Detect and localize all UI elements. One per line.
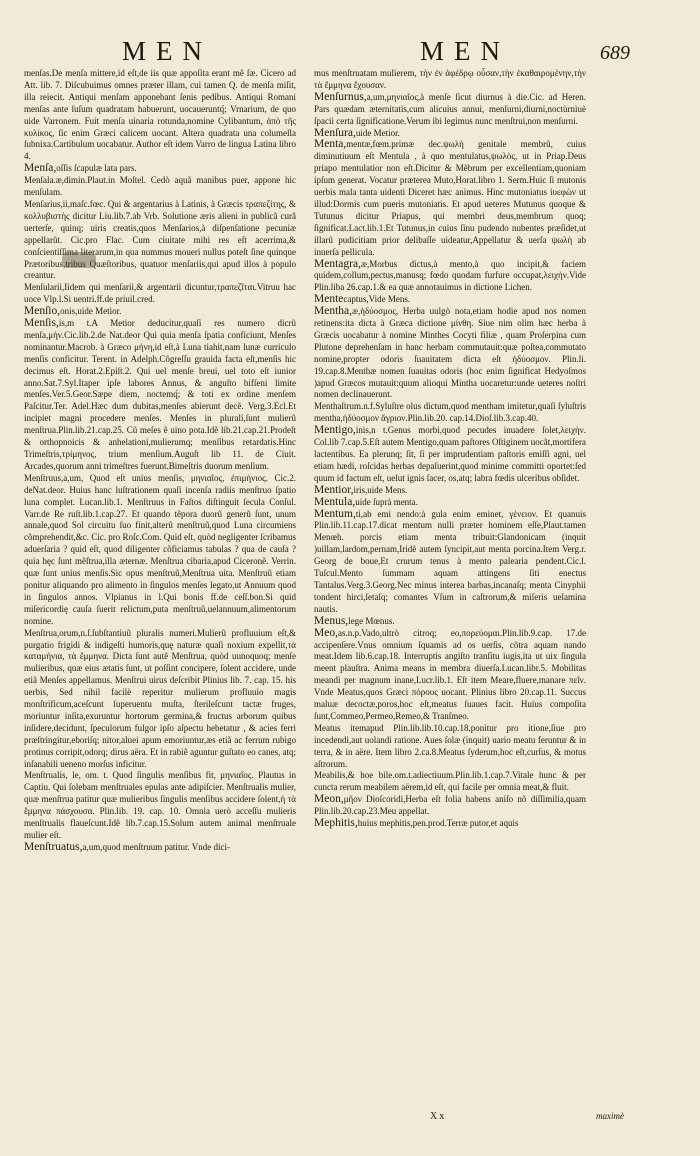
entry-text: mus menſtruatam mulierem, τὴν ἐν ἀφέδρῳ οὖσαν,τὴν ἐκαθαιρομένην,τὴν τὰ ἔμμηνα ἔχουσαν. xyxy=(314,68,586,90)
running-head-right: MEN xyxy=(420,36,510,66)
entry-text: Menthaſtrum.n.f.Syluſtre olus dictum,quod mentham imitetur,quaſi ſyluſtris mentha,ἡδύοσμον ἄγριον.Plin.lib.20. cap.14.Dioſ.lib.3.cap.40. xyxy=(314,401,586,424)
dictionary-entry xyxy=(314,509,586,616)
dictionary-entry xyxy=(24,318,296,473)
running-head-left: MEN xyxy=(122,36,212,66)
entry-headword: Mephitis, xyxy=(314,817,358,830)
entry-headword: Menſurnus, xyxy=(314,90,367,103)
entry-text: μῆον Dioſcoridi,Herba eſt folia habens aniſo nõ diſſimilia,quam Plin.lib.20.cap.23.Meu appellat. xyxy=(314,794,586,817)
entry-text: Menſtruus,a,um, Quod eſt unius menſis, μηνιαῖος, ἐπιμήνιος. Cic.2. deNat.deor. Huius hanc luſtrationem quaſi incenſa radiis menſtruo ſpatio luna complet. Lucan.lib.1. Menſtruus in Faſtos diſtinguit ſecula Conſul. Varr.de Re ruſt.lib.1.cap.27. Et quando tẽpora duorũ generũ ſunt, unum annale,quod Sol circuitu ſuo finit,alterũ menſtruũ,quod Luna circumiens cõmprehendit,&c. Cic. pro Roſc.Com. Quid eſt, quòd negligenter ſcribamus aduerſaria ? quid eſt, quod diligenter cõficiamus tabulas ? qua de cauſa ? quia hęc ſunt mẽſtrua,illa æternæ. Menſtrua cibaria,apud Ciceronẽ. Verrin. quæ ſunt unius menſis.Sic opus menſtruũ,Menſtrua uita. Menſtruũ etiam ponitur aliquando pro alimento in ſingulos menſes legato,ut Annuum quod in ſingulos annos. Vlpianus in l.Qui bonis ff.de ceſſ.bon.Si quid miſericordię cauſa ſuerit relictum,puta menſtruũ,uelannuum,alimentorum nomine. xyxy=(24,472,296,626)
entry-text: Menſularii,Iidem qui menſarii,& argentarii dicuntur,τραπεζῖται.Vitruu hac uoce Vlp.l.Si uentri.ff.de priuil.cred. xyxy=(24,282,296,305)
entry-headword: Mentha, xyxy=(314,305,353,318)
dictionary-entry xyxy=(24,282,296,306)
entry-text: Meabilis,& hoe bile.om.t.adiectiuum.Plin.lib.1.cap.7.Vitale hunc & per cuncta rerum meabilem aërem,id eſt, qui facile per omnia meat,& fluit. xyxy=(314,770,586,793)
entry-text: uide ſuprà menta. xyxy=(355,496,418,507)
entry-text: ti,ab emi nendo:à gula enim eminet, γένειον. Et quanuis Plin.lib.11.cap.17.dicat mentum nulli præter hominem eſſe,Plaut.tamen Menœh. porcis etiam menta tribuit:Glandonicam (inquit )uillam,lardom,pernam,Iridẽ autem ſyncipit,aut menta porcina.Item Verg.r. Georg de boue,Et crurum tenus à mento palearia pendent.Cic.l. Tuſcul.Mento ſummam aquam attingens ſiti enectus Tantalus.Verg.3.Georg.Nec minus interea barbas,incanaſq; menta Cinyphii tondent hirci,ſetaſq; comantes Vſum in caſtrorum,& miſeris uelamina nautis. xyxy=(314,508,586,614)
entry-text: æ,Morbus dictus,à mento,à quo incipit,& faciem quidem,collum,pectus,manusq; fœdo quodam furfure occupat,λειχὴν.Vide Plin.liba 26.cap.1.& ea quæ annotauimus in dictione Lichen. xyxy=(314,258,586,293)
dictionary-entry xyxy=(314,818,586,830)
entry-headword: Menus, xyxy=(314,614,349,627)
page-number: 689 xyxy=(600,42,630,64)
entry-headword: Mentagra, xyxy=(314,257,361,270)
ink-stain xyxy=(62,252,96,268)
dictionary-entry xyxy=(24,68,296,163)
dictionary-entry xyxy=(24,628,296,771)
entry-text: Menſala.æ,dimin.Plaut.in Moſtel. Cedò aquã manibus puer, appone hic menſulam. xyxy=(24,175,296,198)
entry-headword: Mentigo, xyxy=(314,424,356,437)
dictionary-entry xyxy=(314,92,586,128)
dictionary-entry xyxy=(314,259,586,295)
entry-text: is,m t.A Metior deducitur,quaſi res numero dicrũ menſa,μὴν.Cic.lib.2.de Nat.deor Qui quia menſa ſpatia conficiunt, Menſes nominantur.Macrob. à Græco μήνη,id eſt,à Luna tiahit,nam lunæ curriculo menſis conficitur. Terent. in Adelph.Cõgreſſu grauida facta eſt,menſis hic decimus eſt. Horat.2.Epiſt.2. Qui uel menſe breui, uel toto eſt iunior anno.Sat.7.Syl.Itaper ipſe labores Annus, & anguſto bifſeni limite menſes.Ver.5.Geor.Sæpe diem, noctemq́; & toti ex ordine menſem Paſcitur.Ter. Adel.Hæc dum dubitas,menſes abierunt decẽ. Verg.3.Ecl.Et incipiet magni procedere menſes. Menſes in plurali,ſunt mulierũ menſtrua.Plin.lib.21.cap.25. Cũ meſes ẽ uino pota.Idẽ lib.21.cap.21.Prodeſt & orthopnoicis & anhelationi,mulierumq; menſibus retardatis.Hinc Trimeſtris,τρίμηνος, trium menſium.Auguſt lib 11. de Ciuit. Arcades,quorum anni trimeſtres fuerunt.Bimeſtris duorum menſium. xyxy=(24,318,296,471)
dictionary-entry xyxy=(314,425,586,485)
dictionary-entry xyxy=(314,128,586,140)
right-column xyxy=(314,68,586,830)
left-column xyxy=(24,68,296,854)
page-footer xyxy=(0,1111,700,1125)
dictionary-entry xyxy=(314,306,586,401)
dictionary-entry xyxy=(314,628,586,723)
dictionary-entry xyxy=(314,770,586,794)
entry-headword: Menſio, xyxy=(24,305,61,318)
entry-text: onis,uide Metior. xyxy=(60,306,122,317)
entry-headword: Mentula, xyxy=(314,495,356,508)
dictionary-entry xyxy=(24,473,296,628)
entry-headword: Mentior, xyxy=(314,483,354,496)
entry-text: æ,ἡδύοσμος, Herba uulgò nota,etiam hodie apud nos nomen retinens:ita dicta à Græca dictione μίνθη. Siue nim olim hæc herba à Græcis uocabatur à nomine Minthes Cocyti filiæ , quam Proſerpina cum Plutone deprehenſam in hanc herbam commutauit:quæ poſtea,commutato nomine,propter odoris ſuauitatem dicta eſt ἡδύοσμον. Plin.li. 19.cap.8.Menthæ nomen ſuauitas odoris (hoc enim ſignificat Hedyoſmos )apud Græcos mutauit:quum alioqui Mintha uocaretur:unde ueteres noſtri nomen declinauerunt. xyxy=(314,306,586,400)
entry-headword: Meon, xyxy=(314,793,344,806)
dictionary-entry xyxy=(24,199,296,282)
entry-text: Menſtrualis, le, om. t. Quod ſingulis menſibus fit, μηνιαῖος. Plautus in Captiu. Qui ſolebam menſtruales epulas ante adipiſcier. Menſtrualis mulier, quæ menſtrua patitur quæ mulieribus ſingulis menſibus accidere ſolent,ἡ τὰ ἔμμηνα πάσχουσα. Plin.lib. 19. cap. 10. Omnia uerò acceſſu mulieris menſtrualis flaueſcunt.Idẽ lib.7.cap.15.Solum autem animal menſtruale mulier eſt. xyxy=(24,770,296,840)
entry-text: huius mephitis,pen.prod.Terræ putor,et aquis xyxy=(357,818,519,829)
entry-text: Menſtrua,orum,n.ſ.ſubſtantiuũ pluralis numeri.Mulierũ profluuium eſt,& purgatio frigidi & indigeſti humoris,quę naturæ quaſi noxium expellit,τὰ καταμήνια, τὰ ἔμμηνα. Dicta ſunt autẽ Menſtrua, quòd uunoquoq; menſe mulieribus, quæ eius ætatis ſunt, ut poſſint concipere, ſolent accidere, unde etiã Menſes appellamus. Menſtrui uirus deſcribit Plinius lib. 7. cap. 15. his uerbis, Sed nihil facilè reperitur mulierum profluuio magis monſtrificum,aceſcunt ſuperuentu muſta, ſterileſcunt tactæ fruges, moriuntur inſita,exuruntur hortorum germina,& fructus arborum quibus inſidere,decidunt, ſpeculorum fulgor ipſo aſpectu hebetatur , & acies ferri præſtringitur,eboriſq; nitor,aluei apum emoriuntur,æs etiã ac ferrum rubigo protinus corripit,odorq; dirus aëra. Et in rabiẽ aguntur guſtato eo canes, atq; inſanabili ueneno morſus inficitur. xyxy=(24,627,296,769)
entry-headword: Mente xyxy=(314,293,344,306)
dictionary-entry xyxy=(314,616,586,628)
entry-headword: Menſis, xyxy=(24,317,59,330)
entry-headword: Menta, xyxy=(314,138,347,151)
dictionary-entry xyxy=(24,175,296,199)
dictionary-entry xyxy=(314,723,586,771)
dictionary-entry xyxy=(24,842,296,854)
entry-headword: Mentum, xyxy=(314,507,356,520)
dictionary-entry xyxy=(314,294,586,306)
catchword: maximè xyxy=(596,1111,624,1121)
entry-text: lege Mœnus. xyxy=(348,615,395,626)
dictionary-entry xyxy=(24,306,296,318)
entry-text: uide Metior. xyxy=(355,127,400,138)
entry-headword: Meo, xyxy=(314,626,338,639)
entry-headword: Menſa, xyxy=(24,162,57,175)
dictionary-entry xyxy=(24,770,296,841)
dictionary-entry xyxy=(314,794,586,818)
entry-text: Menſarius,ii,maſc.fœc. Qui & argentarius à Latinis, à Græcis τραπεζίτης, & κολλυβιστὴς dicitur Liu.lib.7.ab Vrb. Solutione æris alieni in publicã curã uerterſe, quinq; uiris creatis,quos Menſarios,à diſpenſatione pecuniæ appellarũt. Cic.pro Flac. Cum ciuitate mihi res eſt acerrima,& conſcientiſſima literarum,in qua nummus moueri nullus poteſt ſine quinque Prætoribus,tribus Quæſtoribus, quatuor menſariis,qui apud illos à populo creantur. xyxy=(24,198,296,281)
entry-text: inis,n t.Genus morbi,quod pecudes inuadere ſolet,λειχὴν. Col.lib 7.cap.5.Eſt autem Mentigo,quam paſtores Oſtiginem uocãt,mortifera lactentibus. Ea plerunq; ſit, ſi per imprudentiam paſtoris emiſſi agni, uel etiam hædi, roſcidas herbas depaſuerint,quod minime committi oportet:ſed quum id factum eſt, uelut ignis ſacer, os,atq; labra fœdis ulceribus obſidet. xyxy=(314,425,586,483)
entry-text: menſas.De menſa mittere,id eſt,de iis quæ appoſita erant mẽ ſæ. Cicero ad Att. lib. 7. Diſcubuimus omnes præter illam, cui tamen Q. de menſa miſit, illa reiecit. Antiqui menſam apponebant ſenis pedibus. Antiqui Romani menſas ante ſuſum quadratam habuerunt, uocaueruntq́; Vrnarium, de quo uide Varronem. Fuit menſa uinaria rotunda,nomine Cylibantum, ἀπὸ τῆς κυλίκος, ſic enim Græci calicem uocant. Altera quadrata una columella ſubnixa.Cartibulum uocabatur. Author eſt idem Varro de lingua Latina libro 4. xyxy=(24,68,296,162)
entry-text: oſſis ſcapulæ lata pars. xyxy=(56,163,137,174)
entry-headword: Menſtruatus, xyxy=(24,840,83,853)
dictionary-entry xyxy=(314,401,586,425)
entry-text: a,um,quod menſtruum patitur. Vnde dici- xyxy=(82,841,231,852)
entry-text: a,um,μηνιαῖος,à menſe ſicut diurnus à die.Cic. ad Heren. Pars quædam æternitatis,cum alicuius annui, menſurni,diurni,noctùrnìuè ſpacii certa ſignificatione.Verum ibi legimus nunc menſtrui,non menſurni. xyxy=(314,91,586,126)
entry-text: captus,Vide Mens. xyxy=(343,294,411,305)
entry-text: iris,uide Mens. xyxy=(353,484,408,495)
dictionary-entry xyxy=(314,68,586,92)
signature-mark: Xx xyxy=(430,1111,447,1122)
entry-text: mentæ,fœm.primæ dec.ψωλὴ genitale membrũ, cuius diminutiuum eſt Mentula , à quo mentulatus,ψωλὸς, ut in Priap.Deus priapo mentulatior non eſt.Dicitur & Mẽbrum per excellentiam,quoniam ipſum generat. Vocatur præterea Muto,Horat.libro 1. Serm.Huic ſi mutonis uerbis mala tanta uidenti Diceret hæc animus. Hinc mutoniatus ἱυεφὼν ut illud:Dormis cum pueris mutoniatis. Et apud ueteres Mutunus quoque & Tutunus dicitur Priapus, qui membri deus,membrum quoq; ſignificat.Lact.lib.1.Et Tutunus,in cuius ſinu pudendo nubentes præſidet,ut illarũ pudicitiam prior delibaſſe uideatur,Appellatur & uerſa ψωλὴ ab inuerſa pellicula. xyxy=(314,139,586,257)
entry-text: Meatus itemapud Plin.lib.lib.10.cap.18.ponitur pro itione,ſiue pro incedendi,aut uolandi ratione. Aues ſolæ (inquit) uario meatu feruntur & in terra, & in aëre. Item libro 2.ca.8.Meatus ſyderum,hoc eſt,curſus, & motus aſtrorum. xyxy=(314,722,586,769)
dictionary-entry xyxy=(24,163,296,175)
entry-headword: Menſura, xyxy=(314,126,356,139)
dictionary-entry xyxy=(314,139,586,258)
entry-text: as.n.p.Vado,ultrò citroq; eo,πορεύομαι.Plin.lib.9.cap. 17.de accipenſere.Vnus omnium ſquamis ad os uerſis, cõtra aquam nando meat.Idem lib.6.cap.18. Interruptis angiſto tranſitu iugis,ita ut uix ſingula meent plauſtra. Anima means in membra diuerſa.Lucan.libr.5. Mobilitas meandi per magnum inane,Lucr.lib.1. Eſt item Meare,fluere,manare πεῖν. Vnde Meatus,quos Græci πόρους uocant. Plinius libro 20.cap.11. Succus maluæ decoctæ,poros,hoc eſt,meatus ſuaues facit. Huius compoſita ſunt,Commeo,Permeo,Remeo,& Tranſmeo. xyxy=(314,627,586,721)
